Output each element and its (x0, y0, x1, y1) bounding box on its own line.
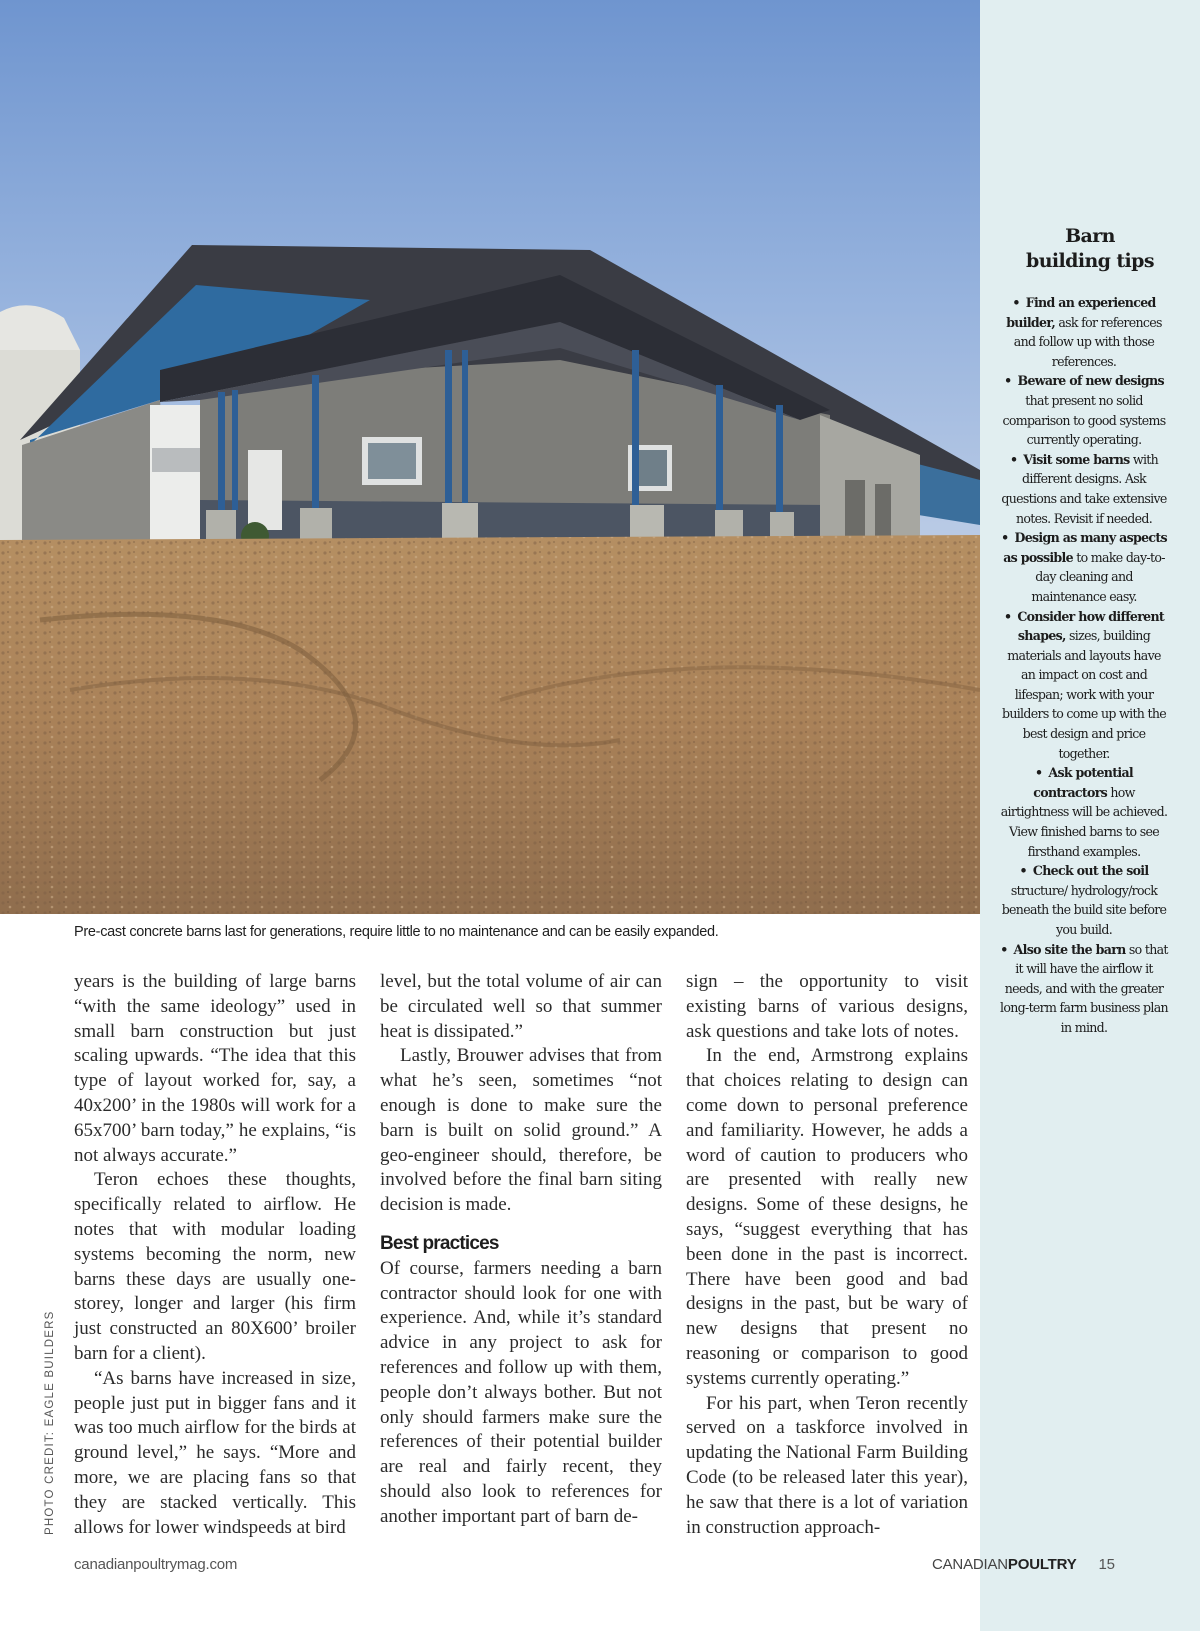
tip-bold: Design as many aspects as possible (1003, 530, 1167, 565)
brand-light: CANADIAN (932, 1556, 1008, 1573)
section-heading: Best practices (380, 1232, 499, 1254)
tip-text: ask for references and follow up with those references. (1013, 314, 1162, 369)
sidebar-title-line: building tips (1026, 250, 1154, 272)
paragraph: Lastly, Brouwer advises that from what he’s seen, sometimes “not enough is done to make sure the barn is built on solid ground.” A geo-engineer should, therefore, be involved before the final barn siting decision is made. (380, 1045, 662, 1216)
tip-item (1000, 450, 1168, 528)
tip-bold: Beware of new designs (1017, 373, 1164, 389)
sidebar-title (980, 224, 1200, 274)
tip-item (1000, 861, 1168, 939)
tip-bold: Ask potential contractors (1033, 765, 1133, 800)
tip-item (1000, 607, 1168, 764)
tip-bold: Consider how different shapes, (1017, 608, 1165, 644)
tip-text: with different designs. Ask questions and take extensive notes. Revisit if needed. (1001, 451, 1167, 526)
tip-item (1000, 528, 1168, 606)
paragraph: level, but the total volume of air can be circulated well so that summer heat is dissipated.” (380, 971, 662, 1042)
sidebar-title-line: Barn (1065, 225, 1115, 247)
tip-bold: Find an experienced builder, (1006, 295, 1156, 330)
tip-text: to make day-to-day cleaning and maintenance easy. (1031, 549, 1165, 604)
brand-bold: POULTRY (1007, 1556, 1077, 1573)
tip-item (1000, 940, 1168, 1038)
tip-bold: Check out the soil (1032, 863, 1149, 879)
paragraph: years is the building of large barns “with the same ideology” used in small barn construction but just scaling upwards. “The idea that this type of layout worked for, say, a 40x200’ in the 1980s will work for a 65x700’ barn today,” he explains, “is not always accurate.” (74, 971, 356, 1166)
tip-text: sizes, building materials and layouts have an impact on cost and lifespan; work with your builders to come up with the best design and price together. (1001, 628, 1167, 761)
tip-item (1000, 293, 1168, 371)
tip-text: so that it will have the airflow it needs, and with the greater long-term farm business plan in mind. (1000, 941, 1168, 1035)
footer-brand (932, 1556, 1115, 1573)
paragraph: Of course, farmers needing a barn contractor should look for one with experience. And, while it’s standard advice in any project to ask for references and follow up with them, people don’t always bother. But not only should farmers make sure the references of their potential builder are real and fairly recent, they should also look to references for another important part of barn de- (380, 1257, 662, 1527)
tips-list (1000, 293, 1168, 1038)
tip-bold: Also site the barn (1013, 941, 1126, 957)
tip-bold: Visit some barns (1023, 451, 1130, 467)
tip-text: that present no solid comparison to good systems currently operating. (1002, 392, 1166, 448)
page-number: 15 (1098, 1556, 1115, 1573)
paragraph: Teron echoes these thoughts, specifically related to airflow. He notes that with modular loading systems becoming the norm, new barns these days are usually one-storey, longer and larger (his firm just constructed an 80X600’ broiler barn for a client). (74, 1169, 356, 1364)
paragraph: For his part, when Teron recently served on a taskforce involved in updating the National Farm Building Code (to be released later this year), he saw that there is a lot of variation in construction approach- (686, 1392, 968, 1538)
barn-illustration (0, 0, 980, 914)
tip-item (1000, 763, 1168, 861)
tip-text: structure/ hydrology/rock beneath the build site before you build. (1001, 882, 1167, 937)
article-column-3 (686, 970, 968, 1540)
paragraph: sign – the opportunity to visit existing barns of various designs, ask questions and take lots of notes. (686, 971, 968, 1042)
paragraph: In the end, Armstrong explains that choices relating to design can come down to personal preference and familiarity. However, he adds a word of caution to producers who are presented with really new designs. Some of these designs, he says, “suggest everything that has been done in the past is incorrect. There have been good and bad designs in the past, but be wary of new designs that present no reasoning or comparison to good systems currently operating.” (686, 1045, 968, 1389)
photo-credit: PHOTO CREDIT: EAGLE BUILDERS (44, 1310, 56, 1535)
tip-text: how airtightness will be achieved. View finished barns to see firsthand examples. (1000, 784, 1168, 859)
article-column-1 (74, 970, 356, 1540)
footer-website[interactable]: canadianpoultrymag.com (74, 1556, 238, 1573)
tips-sidebar (980, 0, 1200, 1631)
tip-item (1000, 371, 1168, 449)
barn-photo (0, 0, 980, 914)
paragraph: “As barns have increased in size, people just put in bigger fans and it was too much airflow for the birds at ground level,” he says. “More and more, we are placing fans so that they are stacked vertically. This allows for lower windspeeds at bird (74, 1367, 356, 1538)
photo-caption: Pre-cast concrete barns last for generations, require little to no maintenance and can be easily expanded. (74, 924, 719, 940)
article-column-2 (380, 970, 662, 1530)
